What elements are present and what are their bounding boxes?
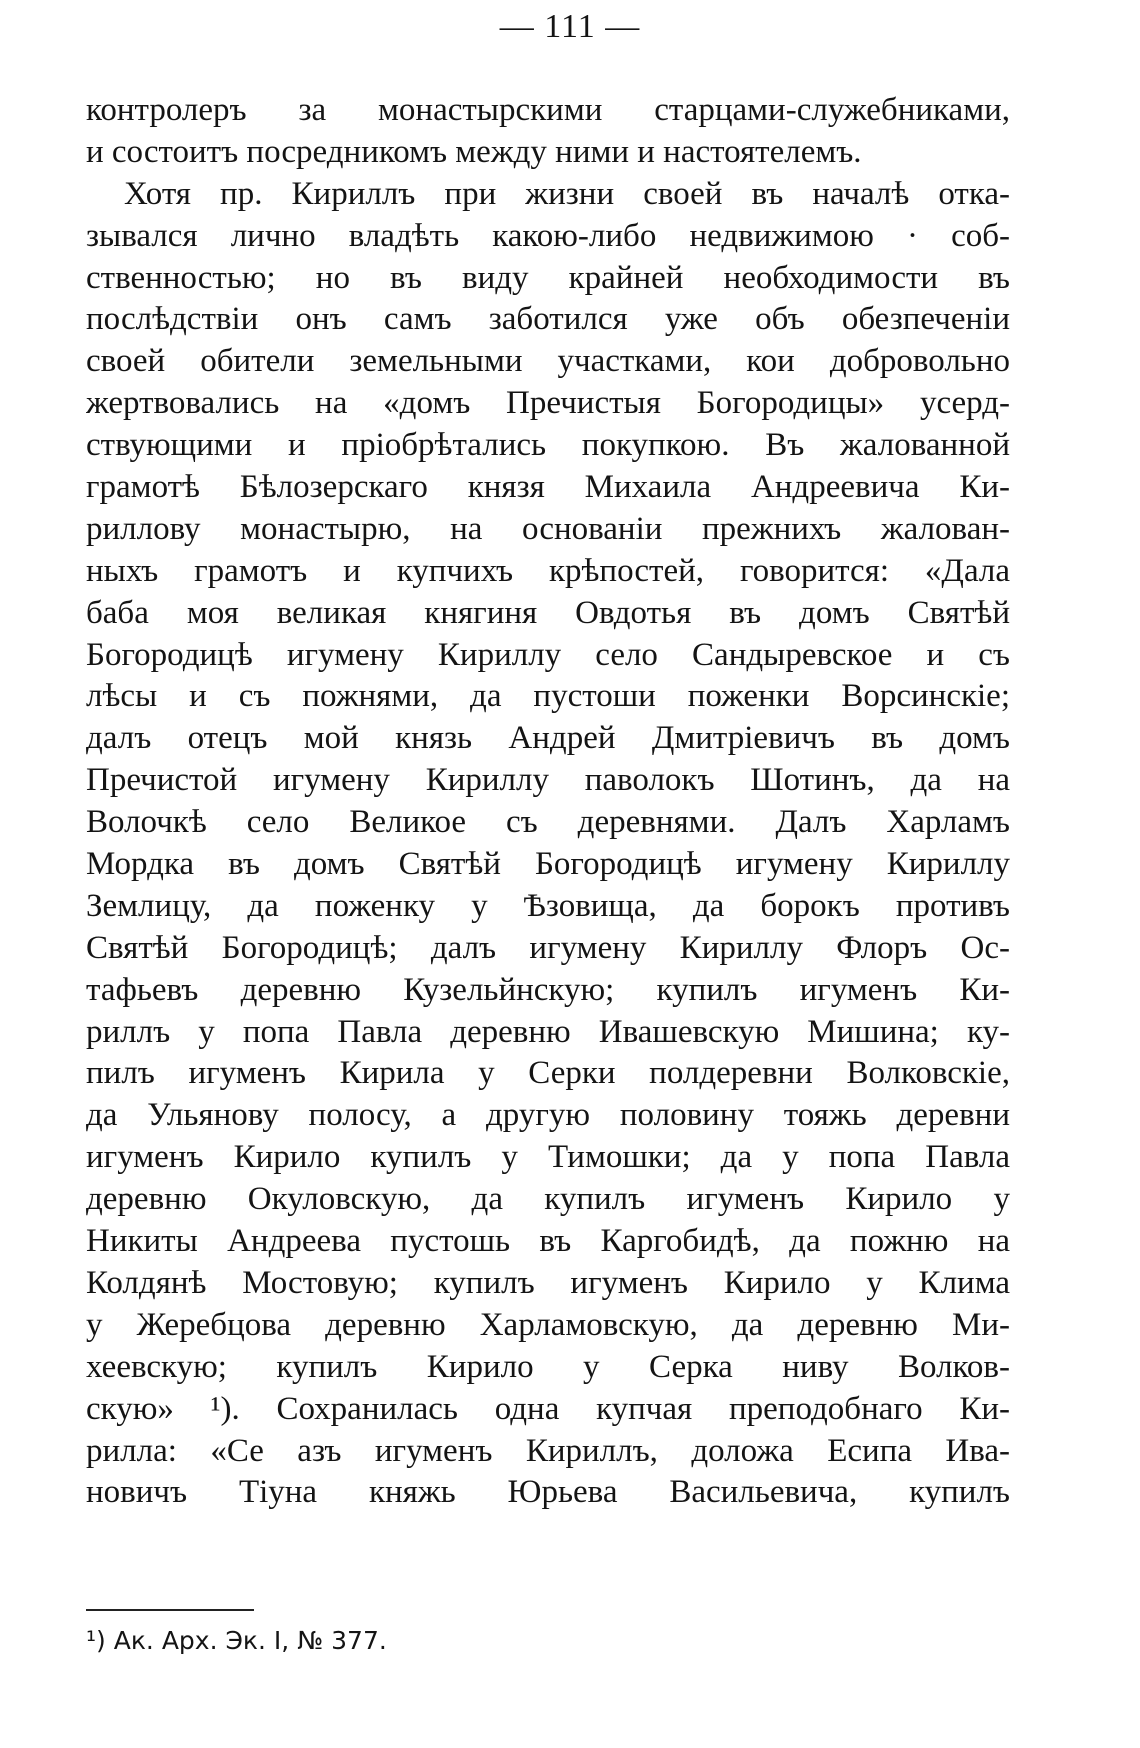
footnote: ¹) Ак. Арх. Эк. I, № 377. [86, 1626, 387, 1655]
text-line: и состоитъ посредникомъ между ними и настоятелемъ. [86, 133, 862, 170]
text-line: своей обители земельными участками, кои добровольно [86, 343, 1010, 380]
text-line: баба моя великая княгиня Овдотья въ домъ Святѣй [86, 594, 1010, 631]
text-line: Святѣй Богородицѣ; далъ игумену Кириллу Флоръ Ос- [86, 929, 1010, 966]
text-line: хеевскую; купилъ Кирило у Серка ниву Волков- [86, 1348, 1010, 1385]
text-line: лѣсы и съ пожнями, да пустоши поженки Ворсинскіе; [86, 678, 1010, 715]
text-line: рилла: «Се азъ игуменъ Кириллъ, доложа Есипа Ива- [86, 1432, 1010, 1469]
text-line: Богородицѣ игумену Кириллу село Сандыревское и съ [86, 636, 1010, 673]
text-line: Хотя пр. Кириллъ при жизни своей въ началѣ отка- [124, 175, 1010, 212]
footnote-divider [86, 1609, 254, 1611]
text-line: риллову монастырю, на основаніи прежнихъ жалован- [86, 510, 1010, 547]
text-line: ствующими и пріобрѣтались покупкою. Въ жалованной [86, 427, 1010, 464]
main-text [86, 90, 1010, 1514]
text-line: новичъ Тіуна княжь Юрьева Васильевича, купилъ [86, 1474, 1010, 1511]
text-line: далъ отецъ мой князь Андрей Дмитріевичъ въ домъ [86, 720, 1010, 757]
text-line: да Ульянову полосу, а другую половину тояжь деревни [86, 1097, 1010, 1134]
text-line: у Жеребцова деревню Харламовскую, да деревню Ми- [86, 1306, 1010, 1343]
text-line: ственностью; но въ виду крайней необходимости въ [86, 259, 1010, 296]
text-line: Мордка въ домъ Святѣй Богородицѣ игумену Кириллу [86, 846, 1010, 883]
text-line: пилъ игуменъ Кирила у Серки полдеревни Волковскіе, [86, 1055, 1010, 1092]
text-line: тафьевъ деревню Кузельйнскую; купилъ игуменъ Ки- [86, 971, 1010, 1008]
text-line: Землицу, да поженку у Ѣзовища, да борокъ противъ [86, 887, 1010, 924]
text-line: Колдянѣ Мостовую; купилъ игуменъ Кирило у Клима [86, 1264, 1010, 1301]
text-line: зывался лично владѣть какою-либо недвижимою · соб- [86, 217, 1010, 254]
text-line: скую» ¹). Сохранилась одна купчая преподобнаго Ки- [86, 1390, 1010, 1427]
text-line: грамотѣ Бѣлозерскаго князя Михаила Андреевича Ки- [86, 469, 1010, 506]
text-line: деревню Окуловскую, да купилъ игуменъ Кирило у [86, 1181, 1010, 1218]
text-line: послѣдствіи онъ самъ заботился уже объ обезпеченіи [86, 301, 1010, 338]
text-line: контролеръ за монастырскими старцами-служебниками, [86, 92, 1010, 128]
text-line: игуменъ Кирило купилъ у Тимошки; да у попа Павла [86, 1139, 1010, 1176]
text-line: Никиты Андреева пустошь въ Каргобидѣ, да пожню на [86, 1223, 1010, 1260]
page-number: — 111 — [499, 8, 641, 45]
text-line: Волочкѣ село Великое съ деревнями. Далъ Харламъ [86, 804, 1010, 841]
text-line: Пречистой игумену Кириллу паволокъ Шотинъ, да на [86, 762, 1010, 799]
text-line: риллъ у попа Павла деревню Ивашевскую Мишина; ку- [86, 1013, 1010, 1050]
text-line: жертвовались на «домъ Пречистыя Богородицы» усерд- [86, 385, 1010, 422]
text-line: ныхъ грамотъ и купчихъ крѣпостей, говорится: «Дала [86, 552, 1010, 589]
